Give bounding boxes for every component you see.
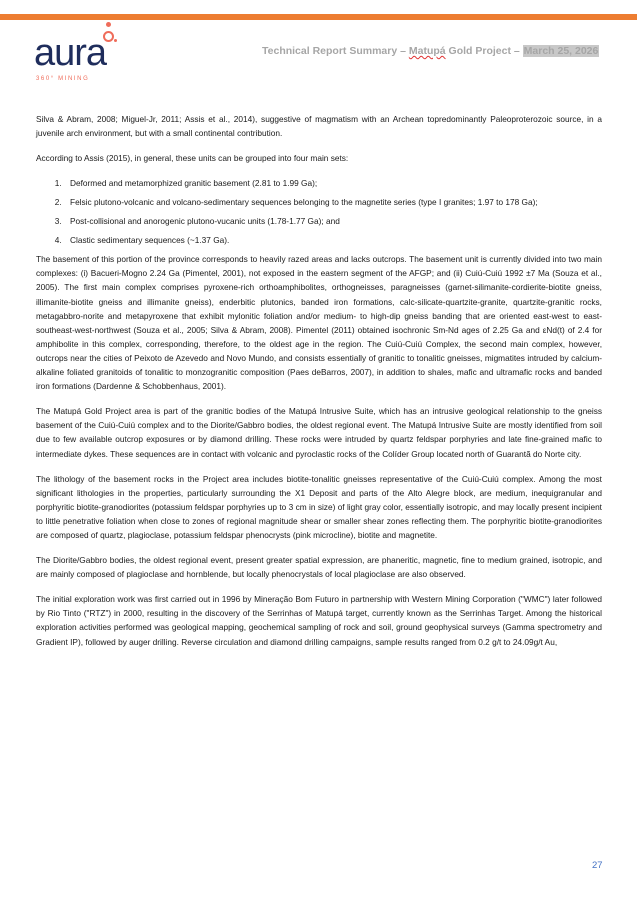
logo-dot-icon xyxy=(106,22,111,27)
list-item: 1. Deformed and metamorphized granitic basement (2.81 to 1.99 Ga); xyxy=(64,176,602,190)
paragraph-6: The Diorite/Gabbro bodies, the oldest regional event, present greater spatial expression, are phaneritic, magnetic, fine to medium grained, isotropic, and are mainly composed of plagioclase and hornblende, but locally phenocrystals of local plagioclase are also observed. xyxy=(36,555,602,580)
company-logo xyxy=(34,22,164,82)
paragraph-3: The basement of this portion of the province corresponds to heavily razed areas and lacks outcrops. The basement unit is currently divided into two main complexes: (i) Bacueri-Mogno 2.24 Ga (Pimentel, 2001), not exposed in the eastern segment of the AFGP; and (ii) Cuiú-Cuiú 1992 ±7 Ma (Souza et al., 2005). The first main complex comprises pyroxene-rich orthoamphibolites, orthogneisses, paragneisses (garnet-silimanite-cordierite-biotite gneiss, illimanite-biotite gneiss and illimanite gneiss), enderbitic plutonics, banded iron formations, calc-silicate-quartzite-granite, quartzite-granitic rocks, metagabbro-norite and metapyroxene that exhibit mylonitic foliation and/or medium- to high-dip gneiss banding that are oriented east-west to east-southeast-west-northwest (Souza et al., 2005; Silva & Abram, 2008). Pimentel (2011) obtained isochronic Sm-Nd ages of 2.25 Ga and εNd(t) of 2.4 for amphibolite in this complex, corresponding, therefore, to the oldest age in the region. The Cuiú-Cuiú Complex, the second main complex, however, outcrops near the cities of Peixoto de Azevedo and Novo Mundo, and consists essentially of granitic to tonalitic gneisses, migmatites intruded by calcium-alkaline foliated granitoids of tonalitic to monzogranitic composition (Paes deBarros, 2007), in addition to shales, mafic and ultramafic rocks and banded iron formations (Dardenne & Schobbenhaus, 2001). xyxy=(36,254,602,392)
header-title-middle: Gold Project – xyxy=(445,45,523,57)
header-title-project-misspelled[interactable]: Matupá xyxy=(408,45,446,57)
list-item: 3. Post-collisional and anorogenic plutono-vucanic units (1.78-1.77 Ga); and xyxy=(64,214,602,228)
paragraph-4: The Matupá Gold Project area is part of the granitic bodies of the Matupá Intrusive Suite, which has an intrusive geological relationship to the gneiss basement of the Cuiú-Cuiú complex and to the Diorite/Gabbro bodies, the oldest regional event. The Matupá Intrusive Suite are mostly identified from soil due to few available outcrop exposures or by diamond drilling. These rocks were intruded by quartz feldspar porphyries and late fine-grained mafic to intermediate dykes. These sequences are in contact with volcanic and pyroclastic rocks of the Colíder Group located north of Guarantã do Norte city. xyxy=(36,406,602,459)
paragraph-5: The lithology of the basement rocks in the Project area includes biotite-tonalitic gneisses representative of the Cuiú-Cuiú complex. Among the most significant lithologies in the properties, particularly surrounding the X1 Deposit and parts of the Alto Alegre block, are medium, inequigranular and porphyritic biotite-granodiorites (potassium feldspar porphyries up to 3 cm in size) of light gray color, essentially isotropic, and may locally present incipient to little penetrative foliation when close to zones of regional magnitude shear or smaller shear zones reflecting them. The porphyritic biotite-granodiorites are composed of quartz, plagioclase, potassium feldspar phenocrysts (pink microcline), biotite and magnetite. xyxy=(36,473,602,540)
page-number: 27 xyxy=(592,860,603,871)
document-header-title xyxy=(262,45,599,57)
paragraph-1: Silva & Abram, 2008; Miguel-Jr, 2011; Assis et al., 2014), suggestive of magmatism with an Archean topredominantly Paleoproterozoic source, in a juvenile arch environment, but with a small continental contribution. xyxy=(36,114,602,139)
document-body xyxy=(36,112,602,660)
logo-tagline: 360° MINING xyxy=(36,76,90,82)
list-item: 4. Clastic sedimentary sequences (~1.37 Ga). xyxy=(64,233,602,247)
paragraph-2: According to Assis (2015), in general, these units can be grouped into four main sets: xyxy=(36,153,349,164)
header-accent-bar xyxy=(0,14,637,20)
logo-small-dot-icon xyxy=(114,39,117,42)
list-item: 2. Felsic plutono-volcanic and volcano-sedimentary sequences belonging to the magnetite series (type I granites; 1.97 to 178 Ga); xyxy=(64,195,602,209)
numbered-list xyxy=(36,176,602,247)
paragraph-7: The initial exploration work was first carried out in 1996 by Mineração Bom Futuro in partnership with Western Mining Corporation ("WMC") later followed by Rio Tinto ("RTZ") in 2000, resulting in the discovery of the Serrinhas of Matupá target, currently known as the Serrinhas Target. Among the historical exploration activities performed was geological mapping, geochemical sampling of rock and soil, ground geophysical surveys (Gamma spectrometry and Gradient IP), followed by auger drilling. Reverse circulation and diamond drilling campaigns, sample results ranged from 0.2 g/t to 24.09g/t Au, xyxy=(36,594,602,647)
logo-wordmark: aura xyxy=(34,32,107,74)
header-date-highlighted[interactable]: March 25, 2026 xyxy=(523,45,599,57)
header-title-prefix: Technical Report Summary – xyxy=(262,45,409,57)
